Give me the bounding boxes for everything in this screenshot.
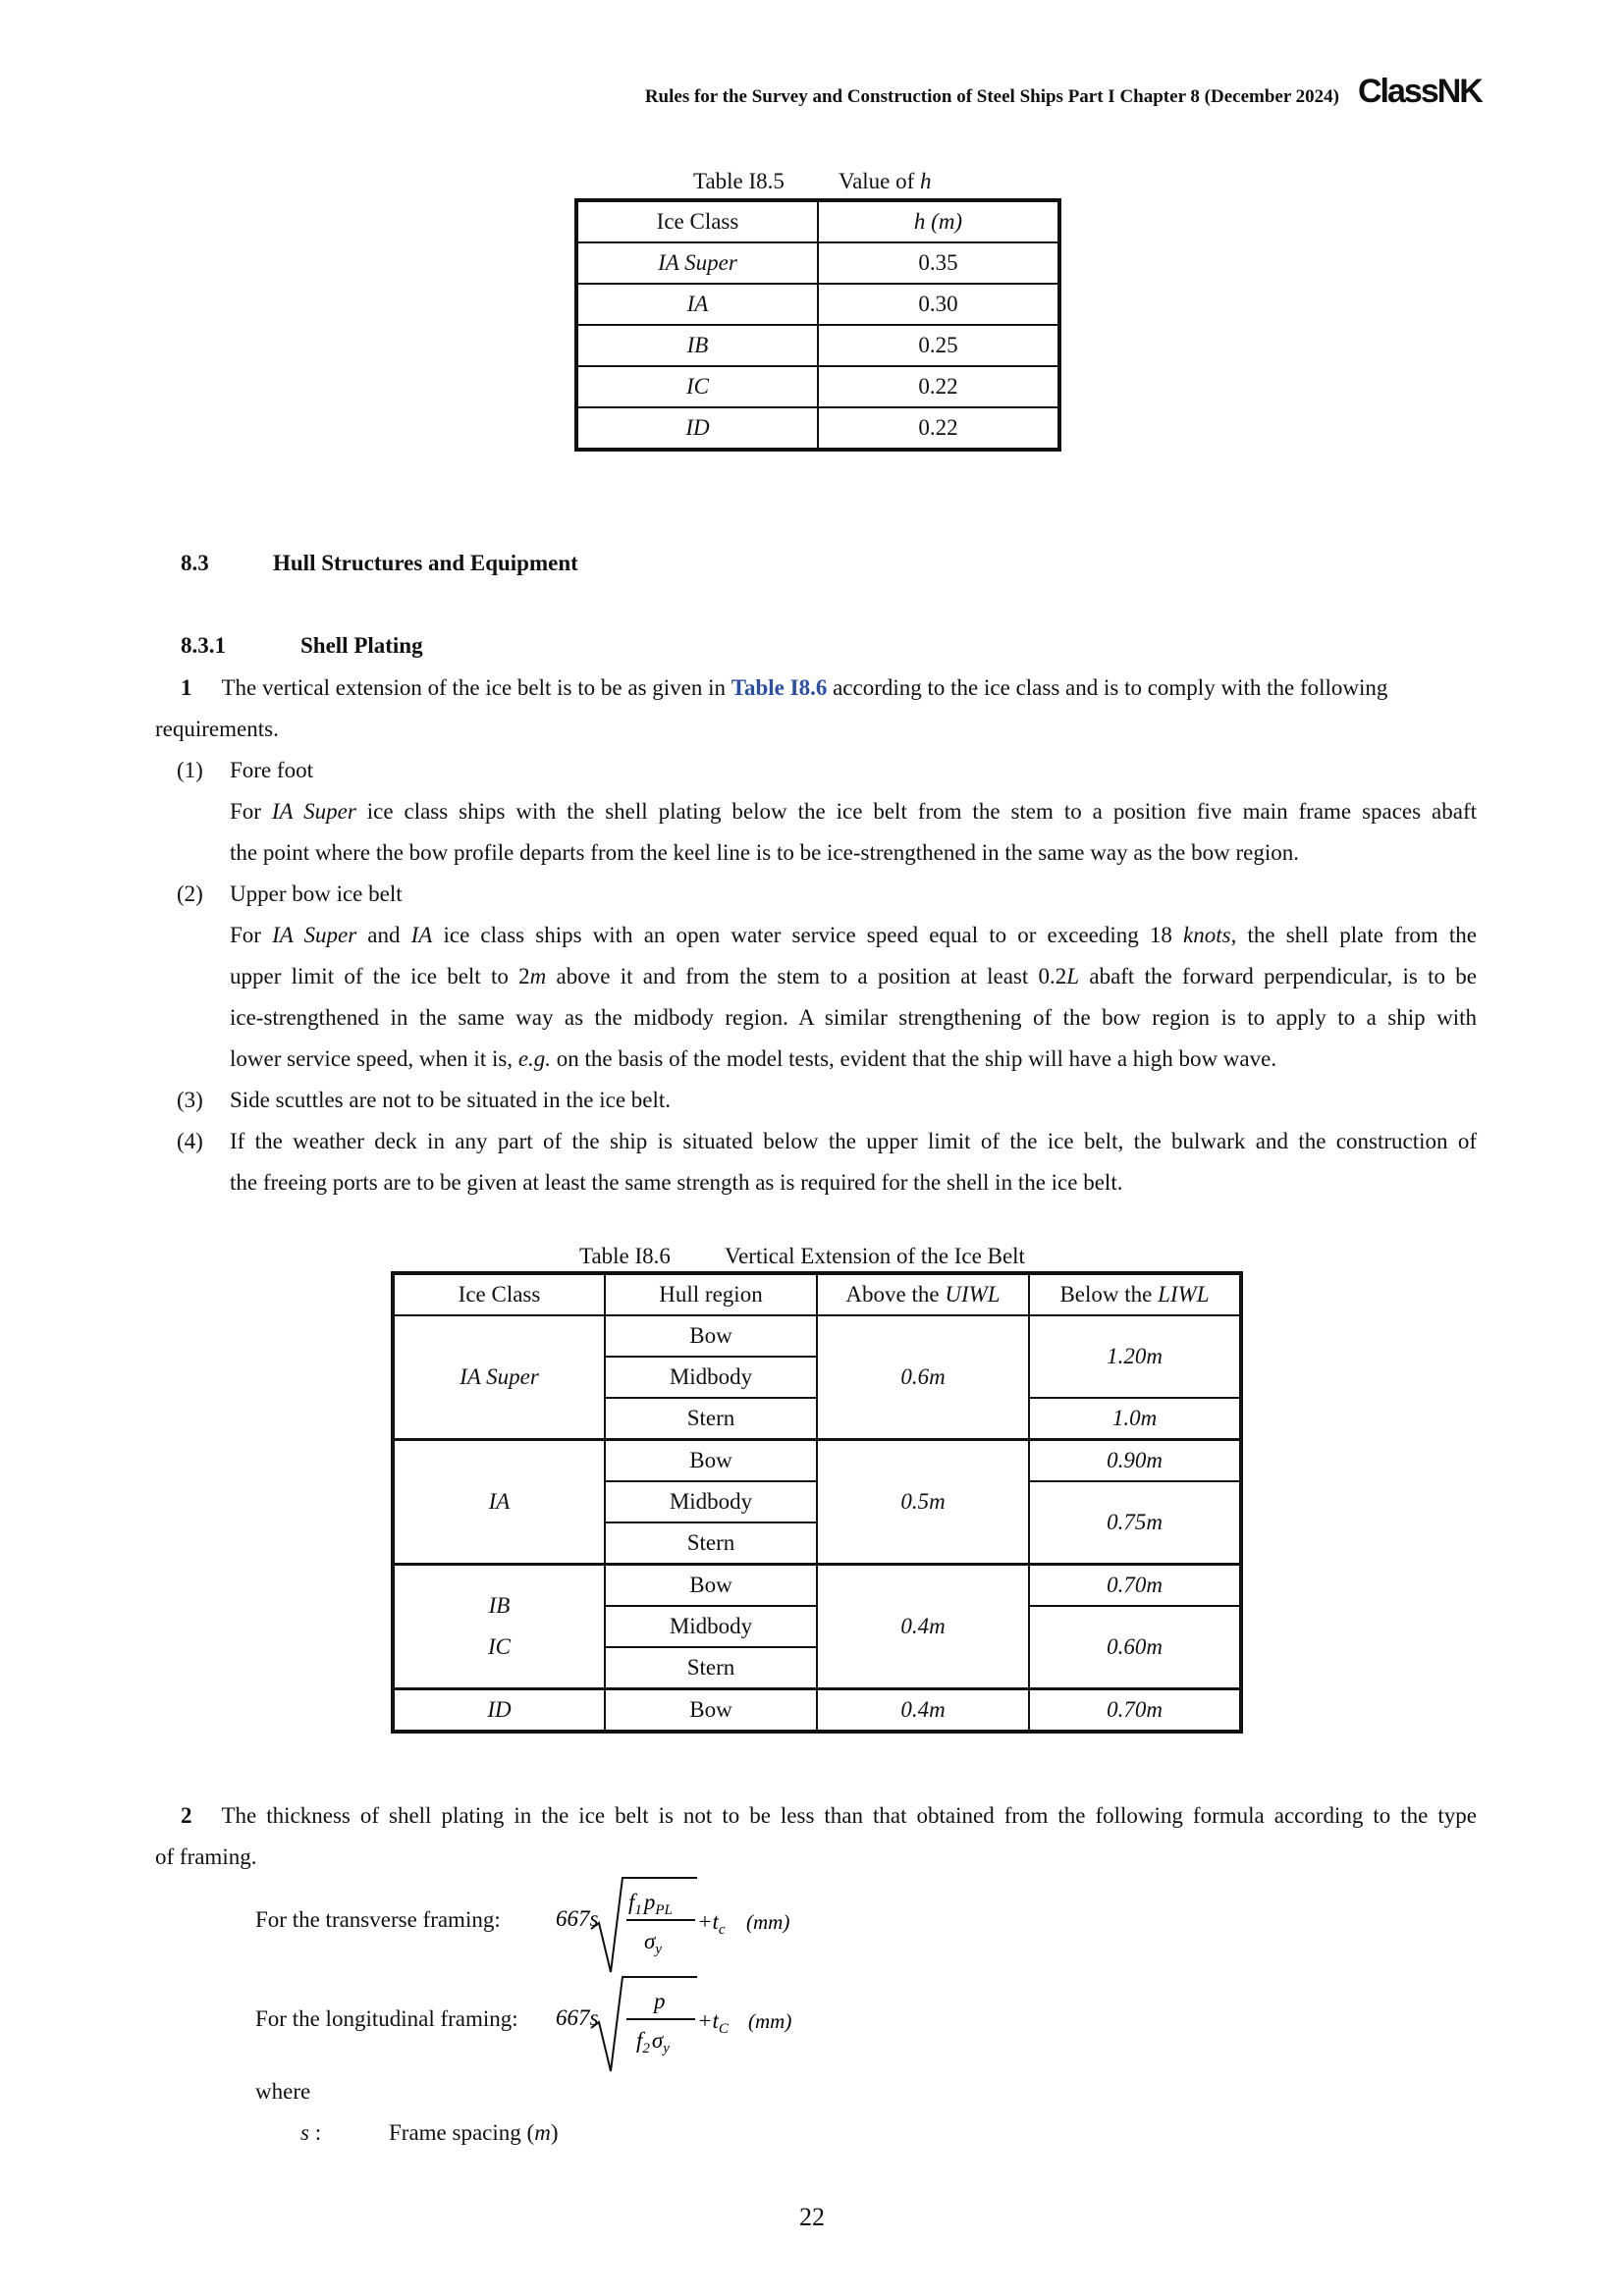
hull-region-cell: Midbody xyxy=(605,1606,817,1647)
where-label: where xyxy=(255,2079,311,2104)
ice-class-cell: ID xyxy=(393,1689,605,1733)
table-row xyxy=(576,284,1059,325)
text: e.g. xyxy=(517,1046,552,1071)
table-i8-6 xyxy=(391,1271,1243,1734)
text: upper limit of the ice belt to 2 xyxy=(230,964,530,988)
text: , the shell plate from the xyxy=(1230,923,1478,947)
table85-header-class: Ice Class xyxy=(576,200,818,242)
below-liwl-cell: 0.60m xyxy=(1029,1606,1241,1689)
paragraph-2-line-1 xyxy=(181,1795,1477,1837)
hull-region-cell: Stern xyxy=(605,1647,817,1689)
formula-unit: (mm) xyxy=(748,2009,792,2033)
formula-unit: (mm) xyxy=(746,1910,790,1934)
hull-region-cell: Midbody xyxy=(605,1357,817,1398)
text: s xyxy=(300,2120,309,2145)
item-4-line-2: the freeing ports are to be given at least the same strength as is required for the shell in the ice belt. xyxy=(230,1170,1123,1195)
text: L xyxy=(1066,964,1080,988)
ice-class-cell: IA xyxy=(393,1440,605,1565)
item-1-line-2: the point where the bow profile departs from the keel line is to be ice-strengthened in the same way as the bow region. xyxy=(230,840,1299,865)
subsection-number: 8.3.1 xyxy=(181,633,226,658)
below-liwl-cell: 1.0m xyxy=(1029,1398,1241,1440)
table85-class: IB xyxy=(576,325,818,366)
sqrt-sign xyxy=(591,1977,697,2071)
subsection-title: Shell Plating xyxy=(300,633,423,658)
hull-region-cell: Bow xyxy=(605,1440,817,1482)
text: abaft the forward perpendicular, is to be xyxy=(1079,964,1478,988)
hull-region-cell: Midbody xyxy=(605,1481,817,1522)
below-liwl-cell: 0.90m xyxy=(1029,1440,1241,1482)
hull-region-cell: Bow xyxy=(605,1565,817,1607)
text: For xyxy=(230,799,272,824)
table85-value: 0.35 xyxy=(818,242,1059,284)
table86-header-region: Hull region xyxy=(605,1273,817,1315)
text: on the basis of the model tests, evident that the ship will have a high bow wave. xyxy=(551,1046,1277,1071)
section-number: 8.3 xyxy=(181,551,209,575)
below-liwl-cell: 0.75m xyxy=(1029,1481,1241,1565)
hull-region-cell: Bow xyxy=(605,1315,817,1357)
paragraph-2-line-2: of framing. xyxy=(155,1844,257,1869)
table-i8-5 xyxy=(574,198,1061,452)
above-uiwl-cell: 0.6m xyxy=(817,1315,1029,1440)
table85-class: IA Super xyxy=(576,242,818,284)
text: above it and from the stem to a position at least 0.2 xyxy=(546,964,1067,988)
item-2-line-1 xyxy=(230,915,1477,956)
text: : xyxy=(314,2120,322,2145)
paragraph-1-line-1 xyxy=(181,667,1387,709)
table-row xyxy=(576,407,1059,450)
text: Above the xyxy=(845,1282,946,1307)
formula-coef: 667s xyxy=(556,1906,599,1931)
transverse-formula xyxy=(550,1870,825,1978)
table85-caption-title: Value of xyxy=(839,169,915,193)
item-4-line-1: If the weather deck in any part of the ship is situated below the upper limit of the ice belt, the bulwark and the construction of xyxy=(230,1129,1477,1153)
below-liwl-cell: 1.20m xyxy=(1029,1315,1241,1398)
paragraph-number: 1 xyxy=(181,675,192,700)
ice-class-cell xyxy=(393,1565,605,1689)
text: UIWL xyxy=(945,1282,1001,1307)
text: m xyxy=(529,964,547,988)
table-row xyxy=(393,1440,1241,1482)
text: lower service speed, when it is, xyxy=(230,1046,518,1071)
table-row xyxy=(576,366,1059,407)
text: For xyxy=(230,923,273,947)
paragraph-text: The vertical extension of the ice belt is to be as given in xyxy=(221,675,731,700)
table85-value: 0.30 xyxy=(818,284,1059,325)
table-row xyxy=(393,1565,1241,1607)
hull-region-cell: Stern xyxy=(605,1522,817,1565)
ice-class-ic: IC xyxy=(488,1634,511,1659)
formula-numerator: $f_1p_{PL}$ xyxy=(628,1890,673,1918)
item-number: (4) xyxy=(177,1129,203,1153)
text: IA xyxy=(410,923,433,947)
transverse-formula-label: For the transverse framing: xyxy=(255,1907,501,1932)
table85-caption xyxy=(693,169,932,194)
item-number: (1) xyxy=(177,758,203,782)
text: ice class ships with an open water service speed equal to or exceeding 18 xyxy=(432,923,1184,947)
table85-caption-id: Table I8.5 xyxy=(693,169,785,193)
text: and xyxy=(356,923,411,947)
item-2-line-3: ice-strengthened in the same way as the midbody region. A similar strengthening of the bow region is to apply to a ship with xyxy=(230,1005,1477,1030)
above-uiwl-cell: 0.4m xyxy=(817,1565,1029,1689)
table85-class: IC xyxy=(576,366,818,407)
above-uiwl-cell: 0.4m xyxy=(817,1689,1029,1733)
formula-denominator: $\sigma_y$ xyxy=(644,1929,663,1957)
table86-header-above xyxy=(817,1273,1029,1315)
table85-value: 0.22 xyxy=(818,366,1059,407)
paragraph-text: according to the ice class and is to comply with the following xyxy=(827,675,1388,700)
text: Below the xyxy=(1059,1282,1159,1307)
ice-class-cell: IA Super xyxy=(393,1315,605,1440)
text: knots xyxy=(1183,923,1231,947)
page-number: 22 xyxy=(799,2203,825,2231)
longitudinal-formula-label: For the longitudinal framing: xyxy=(255,2006,518,2031)
item-3-text: Side scuttles are not to be situated in the ice belt. xyxy=(230,1088,672,1112)
table-i8-6-link[interactable]: Table I8.6 xyxy=(731,675,828,700)
table-row xyxy=(576,325,1059,366)
table-row xyxy=(576,242,1059,284)
item-1-line-1 xyxy=(230,791,1477,832)
item-title: Fore foot xyxy=(230,758,313,782)
table85-class: ID xyxy=(576,407,818,450)
text: ice class ships with the shell plating below the ice belt from the stem to a position five main frame spaces abaft xyxy=(355,799,1477,824)
formula-tc: $+t_c$ xyxy=(697,1909,726,1938)
table85-caption-var: h xyxy=(920,169,932,193)
paragraph-text: The thickness of shell plating in the ice belt is not to be less than that obtained from the following formula according to the type xyxy=(221,1803,1477,1828)
formula-numerator: p xyxy=(654,1989,666,2013)
item-number: (2) xyxy=(177,881,203,906)
text: ) xyxy=(550,2120,559,2145)
where-description xyxy=(389,2112,558,2154)
section-title: Hull Structures and Equipment xyxy=(273,551,578,575)
item-number: (3) xyxy=(177,1088,203,1112)
paragraph-number: 2 xyxy=(181,1803,192,1828)
formula-denominator: $f_2\sigma_y$ xyxy=(636,2028,670,2056)
text: IA Super xyxy=(271,799,356,824)
below-liwl-cell: 0.70m xyxy=(1029,1565,1241,1607)
above-uiwl-cell: 0.5m xyxy=(817,1440,1029,1565)
hull-region-cell: Bow xyxy=(605,1689,817,1733)
table85-class: IA xyxy=(576,284,818,325)
below-liwl-cell: 0.70m xyxy=(1029,1689,1241,1733)
item-title: Upper bow ice belt xyxy=(230,881,403,906)
ice-class-ib: IB xyxy=(488,1593,511,1618)
table-row xyxy=(393,1315,1241,1357)
paragraph-1-line-2: requirements. xyxy=(155,717,279,741)
text: LIWL xyxy=(1158,1282,1210,1307)
table86-caption-id: Table I8.6 xyxy=(579,1244,671,1268)
table85-value: 0.25 xyxy=(818,325,1059,366)
item-2-line-2 xyxy=(230,956,1477,997)
table85-header-h: h (m) xyxy=(818,200,1059,242)
table85-value: 0.22 xyxy=(818,407,1059,450)
table86-header-below xyxy=(1029,1273,1241,1315)
formula-tc: $+t_C$ xyxy=(697,2008,729,2037)
classnk-logo: ClassNK xyxy=(1358,73,1482,110)
formula-coef: 667s xyxy=(556,2005,599,2030)
table86-caption-title: Vertical Extension of the Ice Belt xyxy=(725,1244,1025,1268)
item-2-line-4 xyxy=(230,1039,1276,1080)
where-symbol xyxy=(300,2112,321,2154)
text: m xyxy=(534,2120,551,2145)
running-header: Rules for the Survey and Construction of Steel Ships Part I Chapter 8 (December 2024) xyxy=(644,86,1339,107)
table86-header-class: Ice Class xyxy=(393,1273,605,1315)
text: Frame spacing ( xyxy=(389,2120,535,2145)
longitudinal-formula xyxy=(552,1969,827,2077)
table86-caption xyxy=(579,1244,1025,1269)
text: IA Super xyxy=(272,923,357,947)
table-row xyxy=(393,1689,1241,1733)
hull-region-cell: Stern xyxy=(605,1398,817,1440)
